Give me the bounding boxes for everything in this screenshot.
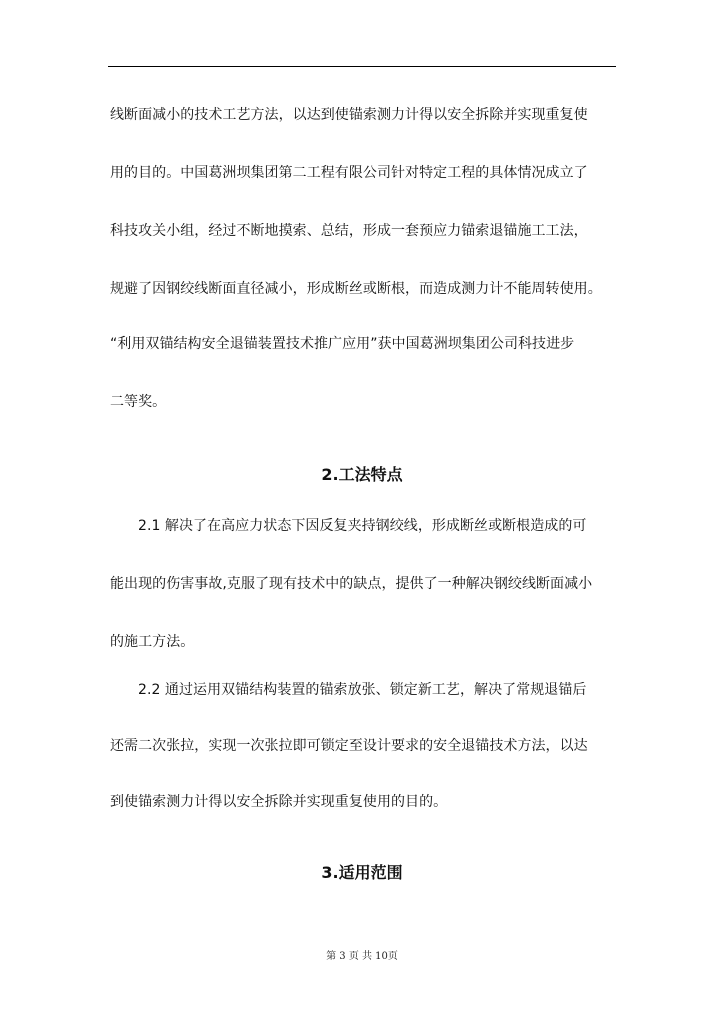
intro-line-2: 用的目的。中国葛洲坝集团第二工程有限公司针对特定工程的具体情况成立了 (110, 165, 588, 181)
intro-line-3: 科技攻关小组，经过不断地摸索、总结，形成一套预应力锚索退锚施工工法， (110, 223, 588, 239)
page-number-footer: 第 3 页 共 10页 (326, 951, 398, 962)
intro-line-4: 规避了因钢绞线断面直径减小，形成断丝或断根，而造成测力计不能周转使用。 (110, 281, 602, 297)
header-rule (108, 66, 616, 67)
intro-line-6: 二等奖。 (110, 394, 167, 410)
section-3-heading: 3.适用范围 (321, 863, 403, 882)
intro-line-1: 线断面减小的技术工艺方法，以达到使锚索测力计得以安全拆除并实现重复使 (110, 107, 588, 123)
item-2-1-line-1: 2.1 解决了在高应力状态下因反复夹持钢绞线，形成断丝或断根造成的可 (138, 518, 587, 534)
item-2-2-line-2: 还需二次张拉，实现一次张拉即可锁定至设计要求的安全退锚技术方法，以达 (110, 738, 588, 754)
item-2-1-line-2: 能出现的伤害事故,克服了现有技术中的缺点，提供了一种解决钢绞线断面减小 (110, 576, 593, 592)
item-2-2-line-1: 2.2 通过运用双锚结构装置的锚索放张、锁定新工艺，解决了常规退锚后 (138, 682, 587, 698)
section-2-heading: 2.工法特点 (321, 465, 403, 484)
intro-line-5: “利用双锚结构安全退锚装置技术推广应用”获中国葛洲坝集团公司科技进步 (110, 336, 575, 352)
item-2-1-line-3: 的施工方法。 (110, 634, 195, 650)
item-2-2-line-3: 到使锚索测力计得以安全拆除并实现重复使用的目的。 (110, 794, 448, 810)
